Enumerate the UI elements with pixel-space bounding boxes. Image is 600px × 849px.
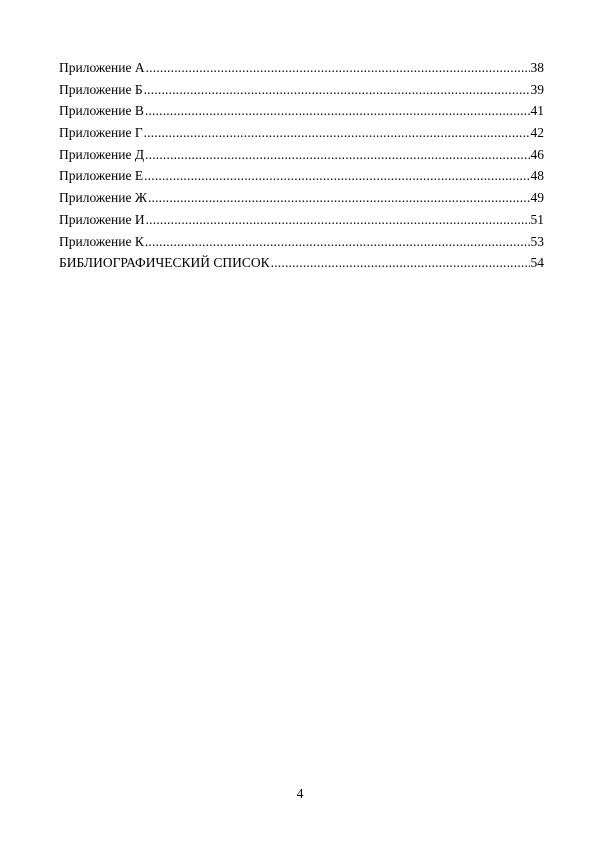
toc-leader-dots [145,231,530,253]
toc-leader-dots [146,57,530,79]
toc-leader-dots [144,165,529,187]
toc-leader-dots [146,209,530,231]
toc-entry-appendix-b[interactable] [59,79,544,101]
toc-entry-appendix-zh[interactable] [59,187,544,209]
toc-entry-appendix-g[interactable] [59,122,544,144]
toc-entry-page: 39 [530,81,544,97]
toc-entry-page: 48 [530,168,544,184]
toc-entry-label: Приложение А [59,60,145,75]
toc-entry-appendix-k[interactable] [59,231,544,253]
toc-entry-label: Приложение Б [59,81,143,97]
toc-leader-dots [145,100,530,122]
toc-entry-page: 42 [530,125,544,141]
toc-entry-page: 53 [530,233,544,249]
toc-entry-appendix-i[interactable] [59,209,544,231]
toc-entry-bibliography[interactable] [59,252,544,274]
toc-entry-label: БИБЛИОГРАФИЧЕСКИЙ СПИСОК [59,255,270,271]
toc-entry-appendix-v[interactable] [59,100,544,122]
toc-leader-dots [271,252,530,274]
toc-leader-dots [144,122,530,144]
toc-entry-label: Приложение И [59,211,145,227]
toc-entry-page: 54 [530,255,544,271]
toc-leader-dots [145,144,529,166]
toc-entry-appendix-e[interactable] [59,165,544,187]
toc-entry-page: 49 [530,190,544,206]
toc-entry-page: 51 [530,211,544,227]
toc-entry-page: 38 [530,60,544,75]
toc-leader-dots [148,187,530,209]
toc-entry-appendix-a[interactable] [59,57,544,79]
toc-entry-label: Приложение В [59,103,144,119]
page-number: 4 [296,786,304,801]
toc-entry-label: Приложение К [59,233,144,249]
toc-leader-dots [144,79,530,101]
toc-entry-page: 41 [530,103,544,119]
toc-entry-label: Приложение Г [59,125,143,141]
toc-entry-label: Приложение Ж [59,190,147,206]
table-of-contents [59,57,544,274]
toc-entry-label: Приложение Д [59,146,145,162]
toc-entry-page: 46 [530,146,544,162]
toc-entry-appendix-d[interactable] [59,144,544,166]
toc-entry-label: Приложение Е [59,168,144,184]
